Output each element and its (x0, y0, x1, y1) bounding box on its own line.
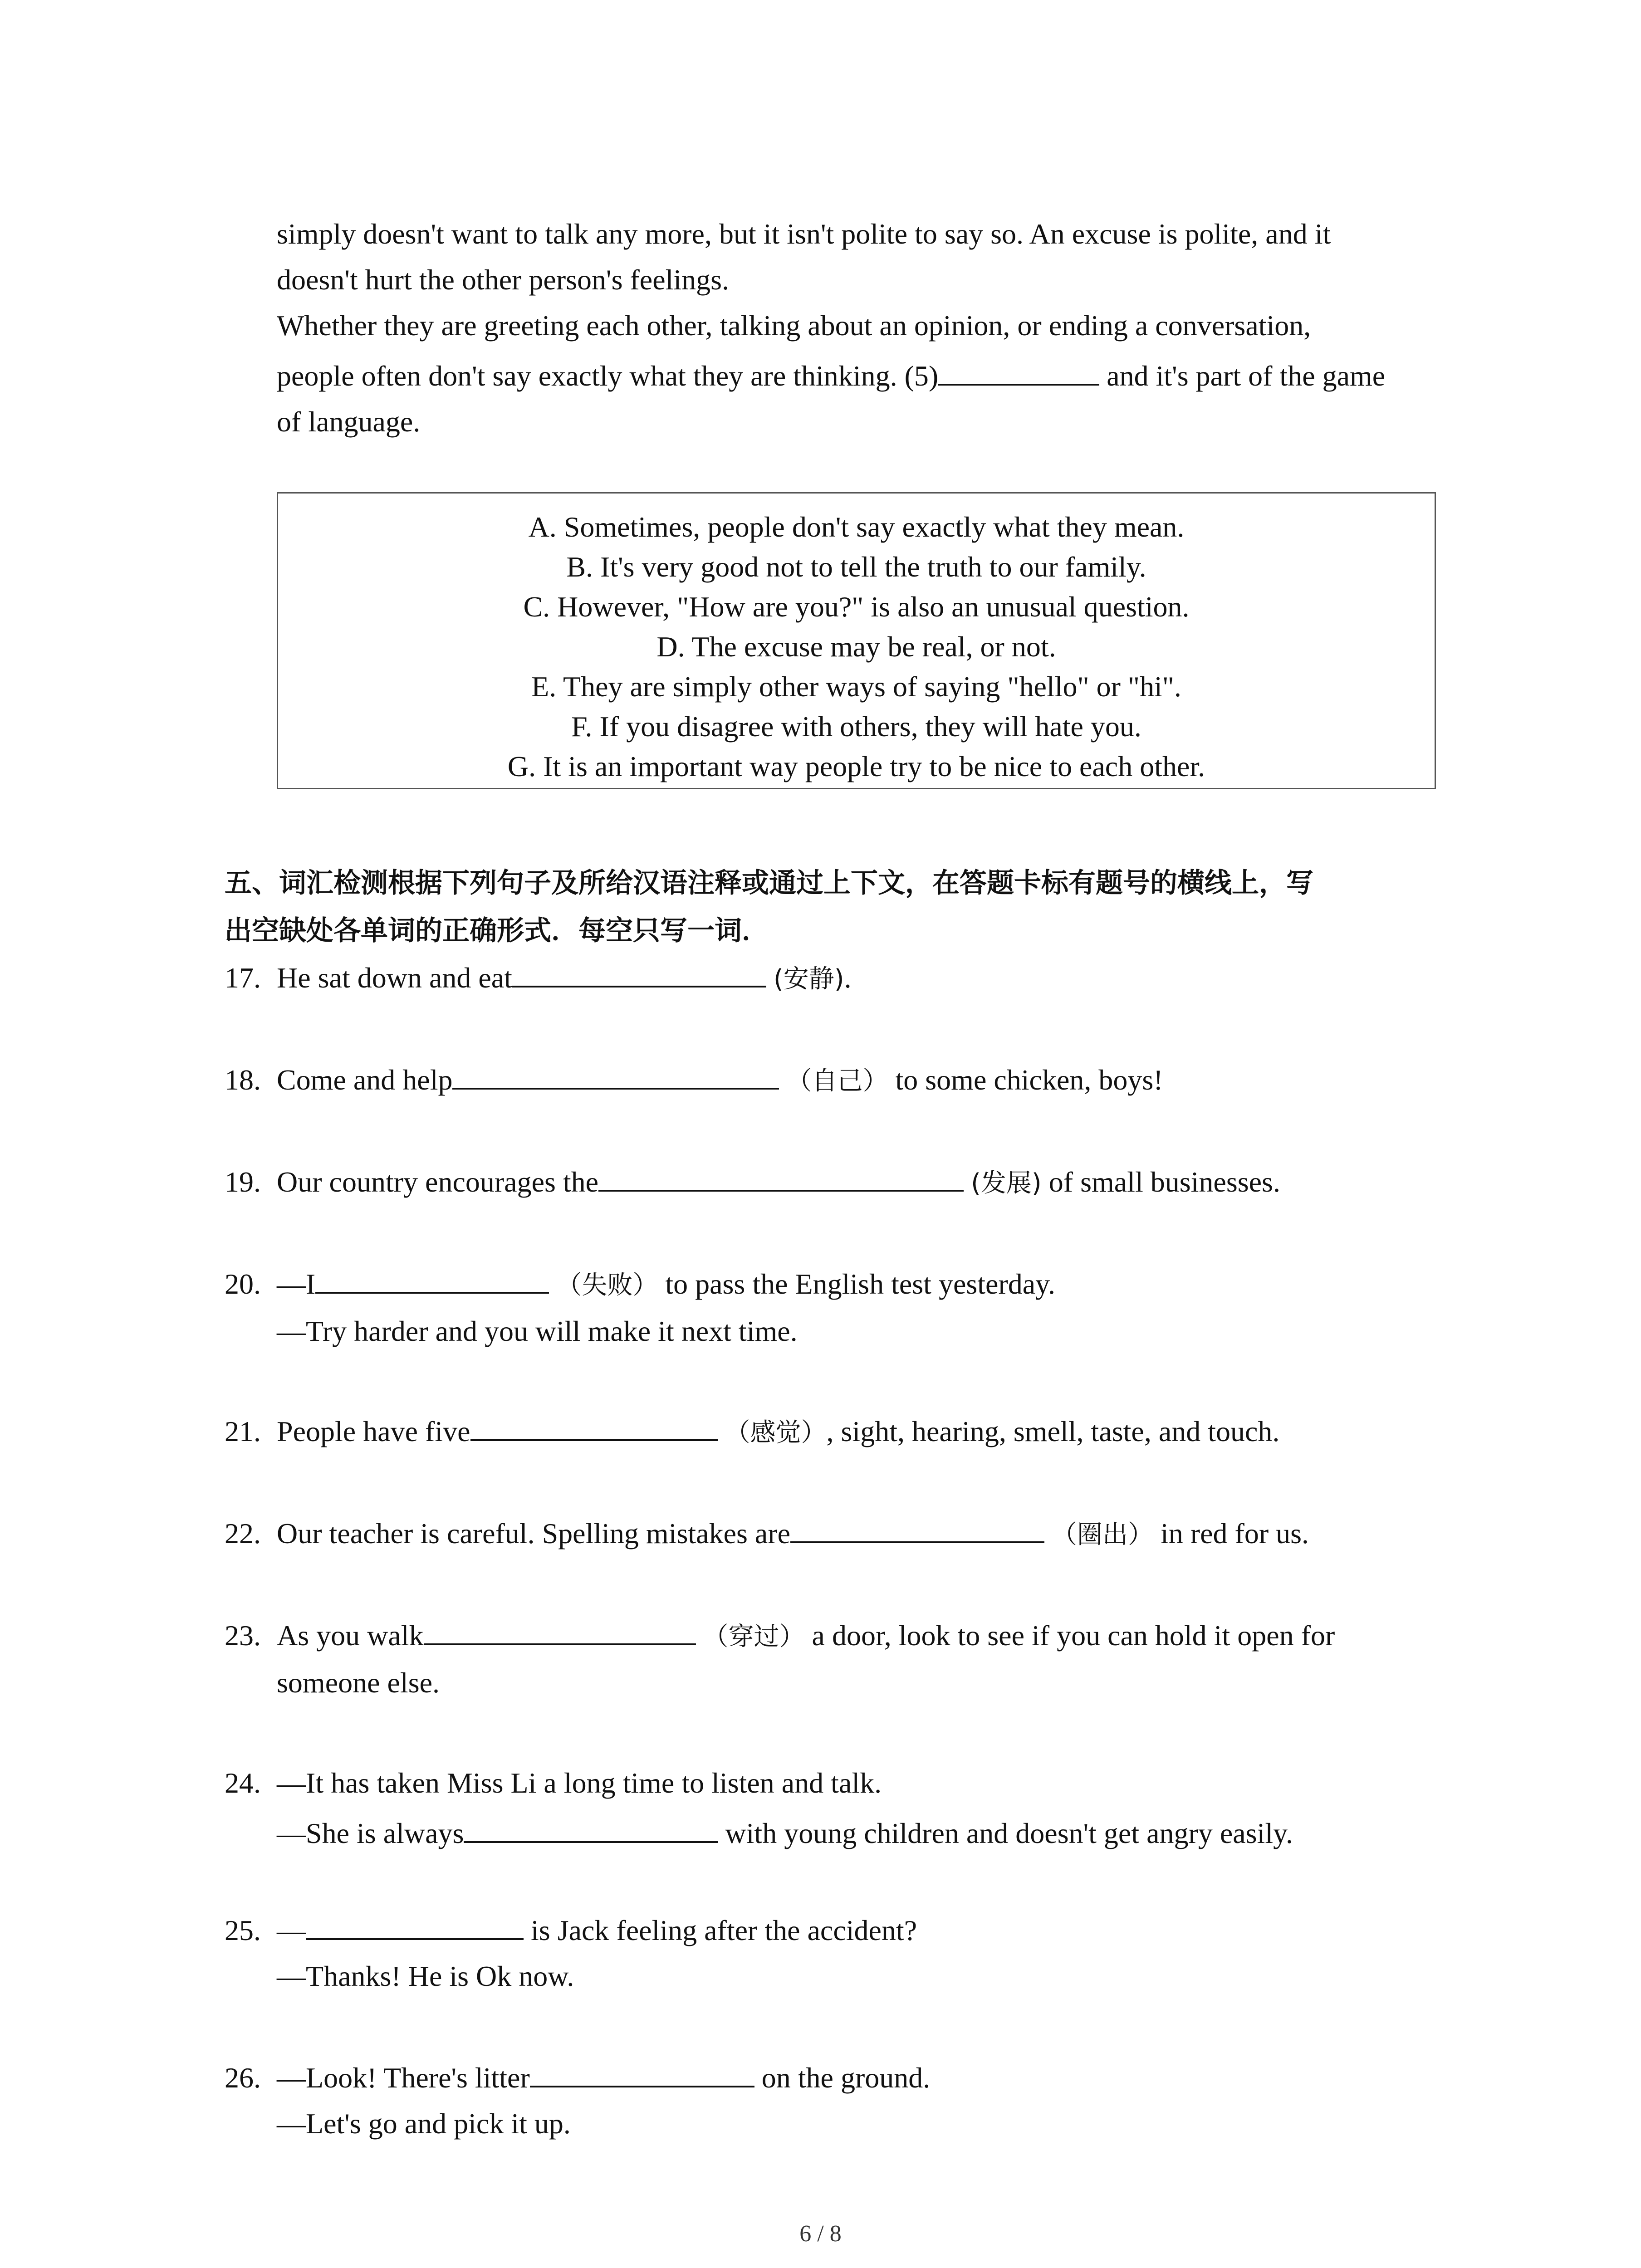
question-number: 18. (225, 1064, 261, 1096)
question-text: —It has taken Miss Li a long time to listen and talk. (277, 1767, 882, 1799)
question-number: 17. (225, 962, 261, 994)
question-number: 22. (225, 1517, 261, 1549)
option-c: C. However, "How are you?" is also an unusual question. (523, 591, 1190, 623)
chinese-hint: （圈出） (1052, 1520, 1153, 1549)
question-text: is Jack feeling after the accident? (524, 1914, 917, 1946)
question-number: 25. (225, 1914, 261, 1946)
question-line (225, 2055, 1450, 2101)
answer-blank-24[interactable] (464, 1815, 718, 1843)
question-text: People have five (277, 1415, 470, 1447)
chinese-hint: (安静) (773, 964, 844, 994)
question-23 (225, 1613, 1450, 1706)
question-text: to pass the English test yesterday. (658, 1268, 1055, 1300)
question-text: As you walk (277, 1619, 424, 1652)
question-20 (225, 1261, 1450, 1354)
question-number: 19. (225, 1166, 261, 1198)
question-line: —Try harder and you will make it next time. (277, 1315, 798, 1347)
question-21 (225, 1408, 1450, 1456)
question-text: , sight, hearing, smell, taste, and touch. (826, 1415, 1280, 1447)
section-heading-line: 出空缺处各单词的正确形式．每空只写一词． (225, 915, 769, 947)
answer-blank-19[interactable] (598, 1163, 964, 1192)
answer-blank-17[interactable] (512, 959, 766, 987)
chinese-hint: （穿过） (703, 1622, 805, 1652)
options-box (277, 492, 1436, 789)
question-line (225, 1810, 1450, 1856)
question-text: . (844, 962, 852, 994)
question-text: with young children and doesn't get angry easily. (718, 1817, 1293, 1849)
question-number: 26. (225, 2062, 261, 2094)
passage-text: people often don't say exactly what they are thinking. (5) (277, 360, 939, 392)
answer-blank-21[interactable] (470, 1413, 718, 1441)
answer-blank-18[interactable] (452, 1061, 779, 1090)
question-text: in red for us. (1153, 1517, 1309, 1549)
answer-blank-26[interactable] (530, 2059, 754, 2087)
question-line (225, 1907, 1450, 1953)
section-heading (225, 860, 1450, 955)
question-number: 20. (225, 1268, 261, 1300)
answer-blank-20[interactable] (315, 1266, 549, 1294)
question-line (225, 1261, 1450, 1308)
question-26 (225, 2055, 1450, 2146)
chinese-hint: （失败） (556, 1271, 658, 1300)
chinese-hint: （感觉） (725, 1418, 827, 1447)
question-text: Our teacher is careful. Spelling mistakes are (277, 1517, 790, 1549)
question-number: 21. (225, 1415, 261, 1447)
passage-line: simply doesn't want to talk any more, but it isn't polite to say so. An excuse is polite, and it (277, 218, 1331, 250)
question-25 (225, 1907, 1450, 1999)
option-f: F. If you disagree with others, they will hate you. (571, 710, 1141, 743)
question-line: someone else. (277, 1667, 440, 1699)
option-a: A. Sometimes, people don't say exactly what they mean. (528, 511, 1185, 543)
answer-blank-23[interactable] (424, 1617, 696, 1645)
page-number: 6 / 8 (799, 2221, 842, 2247)
passage-line: doesn't hurt the other person's feelings. (277, 264, 730, 296)
answer-blank-5[interactable] (938, 357, 1099, 386)
answer-blank-22[interactable] (790, 1515, 1044, 1543)
question-text: of small businesses. (1041, 1166, 1280, 1198)
question-text: Come and help (277, 1064, 453, 1096)
answer-blank-25[interactable] (306, 1912, 524, 1940)
question-text: —Look! There's litter (277, 2062, 530, 2094)
question-17 (225, 955, 1450, 1002)
option-d: D. The excuse may be real, or not. (656, 631, 1056, 663)
question-24 (225, 1760, 1450, 1856)
question-number: 24. (225, 1767, 261, 1799)
question-text: —She is always (277, 1817, 464, 1849)
chinese-hint: (发展) (971, 1168, 1042, 1198)
question-22 (225, 1510, 1450, 1558)
reading-passage (277, 211, 1438, 445)
option-b: B. It's very good not to tell the truth to our family. (566, 551, 1146, 583)
question-line: —Let's go and pick it up. (277, 2107, 571, 2140)
option-g: G. It is an important way people try to be nice to each other. (507, 750, 1205, 782)
chinese-hint: （自己） (786, 1066, 888, 1096)
passage-line: of language. (277, 406, 421, 438)
option-e: E. They are simply other ways of saying "hello" or "hi". (531, 670, 1181, 703)
passage-line (277, 353, 1438, 399)
question-19 (225, 1159, 1450, 1206)
section-heading-line: 五、词汇检测根据下列句子及所给汉语注释或通过上下文，在答题卡标有题号的横线上，写 (225, 867, 1313, 899)
passage-line: Whether they are greeting each other, talking about an opinion, or ending a conversation, (277, 309, 1311, 342)
question-text: on the ground. (754, 2062, 931, 2094)
question-line (225, 1613, 1450, 1660)
question-text: Our country encourages the (277, 1166, 599, 1198)
question-text: a door, look to see if you can hold it open for (804, 1619, 1335, 1652)
question-line (225, 1760, 1450, 1806)
question-18 (225, 1057, 1450, 1104)
question-number: 23. (225, 1619, 261, 1652)
question-line: —Thanks! He is Ok now. (277, 1960, 574, 1992)
question-text: to some chicken, boys! (888, 1064, 1163, 1096)
passage-text: and it's part of the game (1099, 360, 1386, 392)
question-text: He sat down and eat (277, 962, 512, 994)
question-text: —I (277, 1268, 316, 1300)
question-text: — (277, 1914, 306, 1946)
